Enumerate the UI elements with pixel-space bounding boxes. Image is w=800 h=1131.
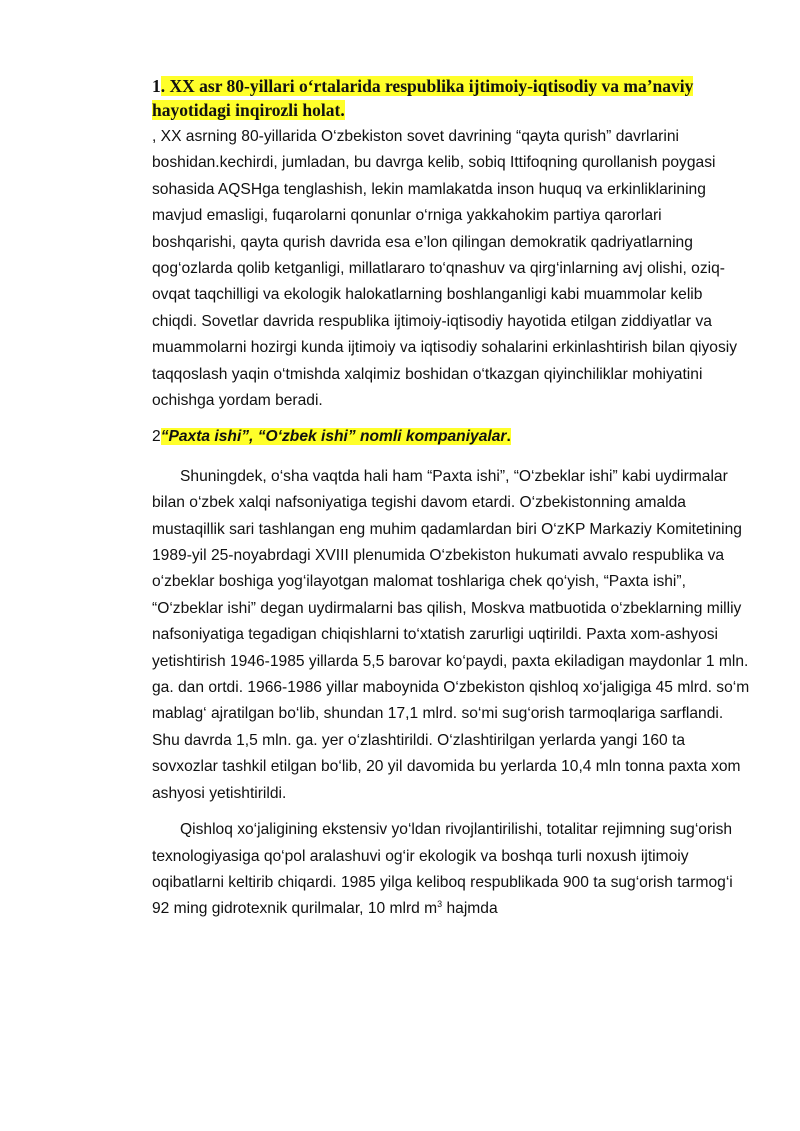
section-2-paragraph-2	[152, 817, 750, 923]
section-2-title-period: .	[506, 428, 511, 446]
section-2-paragraph-1: Shuningdek, o‘sha vaqtda hali ham “Paxta ishi”, “O‘zbeklar ishi” kabi uydirmalar bilan o‘zbek xalqi nafsoniyatiga tegishi davom etardi. O‘zbekistonning amalda mustaqillik sari tashlangan eng muhim qadamlardan biri O‘zKP Markaziy Komitetining 1989-yil 25-noyabrdagi XVIII plenumida O‘zbekiston hukumati avvalo respublika va o‘zbeklar boshiga yog‘ilayotgan malomat toshlariga chek qo‘yish, “Paxta ishi”, “O‘zbeklar ishi” degan uydirmalarni bas qilish, Moskva matbuotida o‘zbeklarning milliy nafsoniyatiga tegadigan chiqishlarni to‘xtatish zarurligi uqtirildi. Paxta xom-ashyosi yetishtirish 1946-1985 yillarda 5,5 barovar ko‘paydi, paxta ekiladigan maydonlar 1 mln. ga. dan ortdi. 1966-1986 yillar maboynida O‘zbekiston qishloq xo‘jaligiga 45 mlrd. so‘m mablag‘ ajratilgan bo‘lib, shundan 17,1 mlrd. so‘mi sug‘orish tarmoqlariga sarflandi. Shu davrda 1,5 mln. ga. yer o‘zlashtirildi. O‘zlashtirilgan yerlarda yangi 160 ta sovxozlar tashkil etilgan bo‘lib, 20 yil davomida bu yerlarda 10,4 mln tonna paxta xom ashyosi yetishtirildi.	[152, 467, 750, 802]
section-1-paragraph: , XX asrning 80-yillarida O‘zbekiston sovet davrining “qayta qurish” davrlarini boshidan.kechirdi, jumladan, bu davrga kelib, sobiq Ittifoqning qurollanish poygasi sohasida AQSHga tenglashish, lekin mamlakatda inson huquq va erkinliklarining mavjud emasligi, fuqarolarni qonunlar o‘rniga yakkahokim partiya qarorlari boshqarishi, qayta qurish davrida esa e’lon qilingan demokratik qadriyatlarning qog‘ozlarda qolib ketganligi, millatlararo to‘qnashuv va qirg‘inlarning avj olishi, oziq-ovqat taqchilligi va ekologik halokatlarning boshlanganligi kabi muammolar kelib chiqdi. Sovetlar davrida respublika ijtimoiy-iqtisodiy hayotida etilgan ziddiyatlar va muammolarni hozirgi kunda ijtimoiy va iqtisodiy sohalarini erkinlashtirish bilan qiyosiy taqqoslash yaqin o‘tmishda xalqimiz boshidan o‘tkazgan qiyinchiliklar mohiyatini ochishga yordam beradi.	[152, 128, 738, 410]
section-1-number: 1	[152, 76, 161, 96]
superscript-3: 3	[437, 899, 443, 910]
section-2-title-highlight	[161, 428, 511, 445]
section-2-title: “Paxta ishi”, “O‘zbek ishi” nomli kompaniyalar	[160, 428, 507, 446]
section-1-heading	[152, 74, 750, 122]
section-1-title: . XX asr 80-yillari o‘rtalarida respublika ijtimoiy-iqtisodiy va ma’naviy hayotidagi inqirozli holat.	[152, 76, 694, 120]
section-2-number: 2	[152, 428, 161, 446]
section-2-paragraph-2-text: Qishloq xo‘jaligining ekstensiv yo‘ldan rivojlantirilishi, totalitar rejimning sug‘orish texnologiyasiga qo‘pol aralashuvi og‘ir ekologik va boshqa turli noxush ijtimoiy oqibatlarni keltirib chiqardi. 1985 yilga keliboq respublikada 900 ta sug‘orish tarmog‘i 92 ming gidrotexnik qurilmalar, 10 mlrd m	[152, 821, 733, 918]
section-2-paragraph-2-end: hajmda	[442, 900, 498, 918]
section-2-heading	[152, 424, 750, 450]
